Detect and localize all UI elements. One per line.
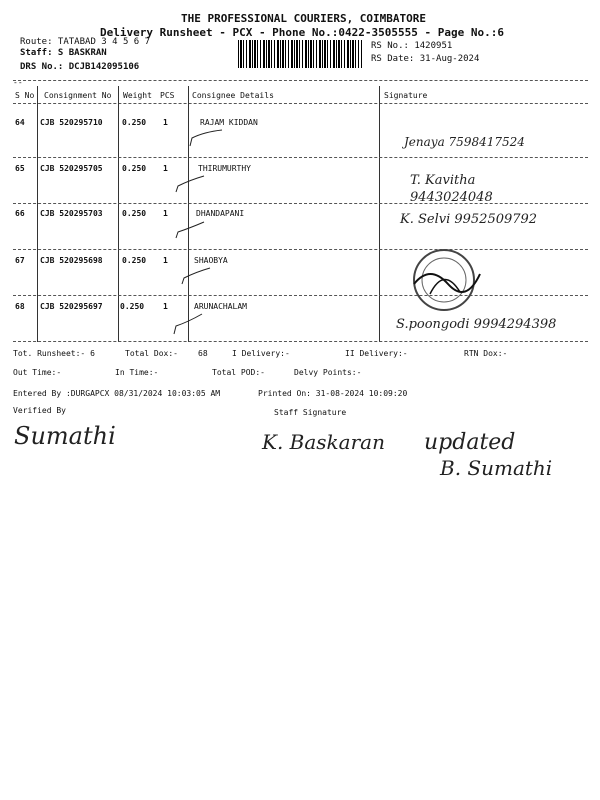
in-time: In Time:- [115,368,159,377]
signature-note: Jenaya 7598417524 [404,135,525,149]
col-consignment: Consignment No [44,91,112,100]
row-sno: 68 [15,302,25,311]
row-weight: 0.250 [122,118,147,127]
verified-signature: Sumathi [14,422,116,450]
updated-note: updated [424,430,516,455]
signature-note: S.poongodi 9994294398 [396,317,557,332]
row-sno: 67 [15,256,25,265]
row-consignment: CJB 520295698 [40,256,103,265]
divider [13,295,588,296]
drs-number: DRS No.: DCJB142095106 [20,62,140,72]
staff-handwritten-signature: K. Baskaran [262,430,385,454]
signature-note: K. Selvi 9952509792 [400,212,538,227]
row-sno: 66 [15,209,25,218]
verified-by-label: Verified By [13,406,66,415]
entered-by: Entered By :DURGAPCX 08/31/2024 10:03:05 AM [13,389,221,398]
tick-mark [170,216,210,242]
rs-date: RS Date: 31-Aug-2024 [371,54,480,64]
signature-note: T. Kavitha 9443024048 [410,173,493,205]
row-pcs: 1 [163,118,168,127]
delivery-stamp [400,244,496,316]
row-consignee: RAJAM KIDDAN [200,118,258,127]
tick-mark [170,170,210,196]
row-pcs: 1 [163,164,168,173]
row-sno: 65 [15,164,25,173]
total-dox-label: Total Dox:- [125,349,178,358]
rtn-dox: RTN Dox:- [464,349,508,358]
column-divider [118,86,119,342]
total-pod: Total POD:- [212,368,265,377]
ii-delivery: II Delivery:- [345,349,408,358]
staff-name: Staff: S BASKRAN [20,48,107,58]
divider [13,249,588,250]
divider [13,80,588,81]
row-pcs: 1 [163,302,168,311]
row-weight: 0.250 [122,164,147,173]
column-divider [37,86,38,342]
row-consignment: CJB 520295703 [40,209,103,218]
row-consignee: SHAOBYA [194,256,228,265]
row-consignment: CJB 520295697 [40,302,103,311]
tick-mark [168,308,208,338]
row-consignee: ARUNACHALAM [194,302,247,311]
rs-number: RS No.: 1420951 [371,41,453,51]
out-time: Out Time:- [13,368,62,377]
printed-on: Printed On: 31-08-2024 10:09:20 [258,389,408,398]
row-consignment: CJB 520295710 [40,118,103,127]
row-sno: 64 [15,118,25,127]
col-signature: Signature [384,91,428,100]
tick-mark [176,262,216,288]
total-dox-value: 68 [198,349,208,358]
row-weight: 0.250 [120,302,145,311]
row-weight: 0.250 [122,256,147,265]
col-sno: S No [15,91,35,100]
col-consignee: Consignee Details [192,91,274,100]
divider [13,341,588,342]
updated-by-signature: B. Sumathi [440,456,553,480]
row-pcs: 1 [163,256,168,265]
row-consignee: DHANDAPANI [196,209,245,218]
route: Route: TATABAD 3 4 5 6 7 [20,37,151,47]
tot-runsheet: Tot. Runsheet:- 6 [13,349,95,358]
row-consignee: THIRUMURTHY [198,164,251,173]
divider [13,103,588,104]
staff-signature-label: Staff Signature [274,408,347,417]
col-weight: Weight [123,91,152,100]
delvy-points: Delvy Points:- [294,368,362,377]
row-weight: 0.250 [122,209,147,218]
company-title: THE PROFESSIONAL COURIERS, COIMBATORE [181,12,427,25]
runsheet-title: Delivery Runsheet - PCX - Phone No.:0422-3505555 - Page No.:6 [100,26,504,39]
col-pcs: PCS [160,91,175,100]
barcode [238,40,362,68]
i-delivery: I Delivery:- [232,349,290,358]
tick-mark [186,124,226,150]
divider [13,157,588,158]
row-pcs: 1 [163,209,168,218]
column-divider [379,86,380,342]
row-consignment: CJB 520295705 [40,164,103,173]
